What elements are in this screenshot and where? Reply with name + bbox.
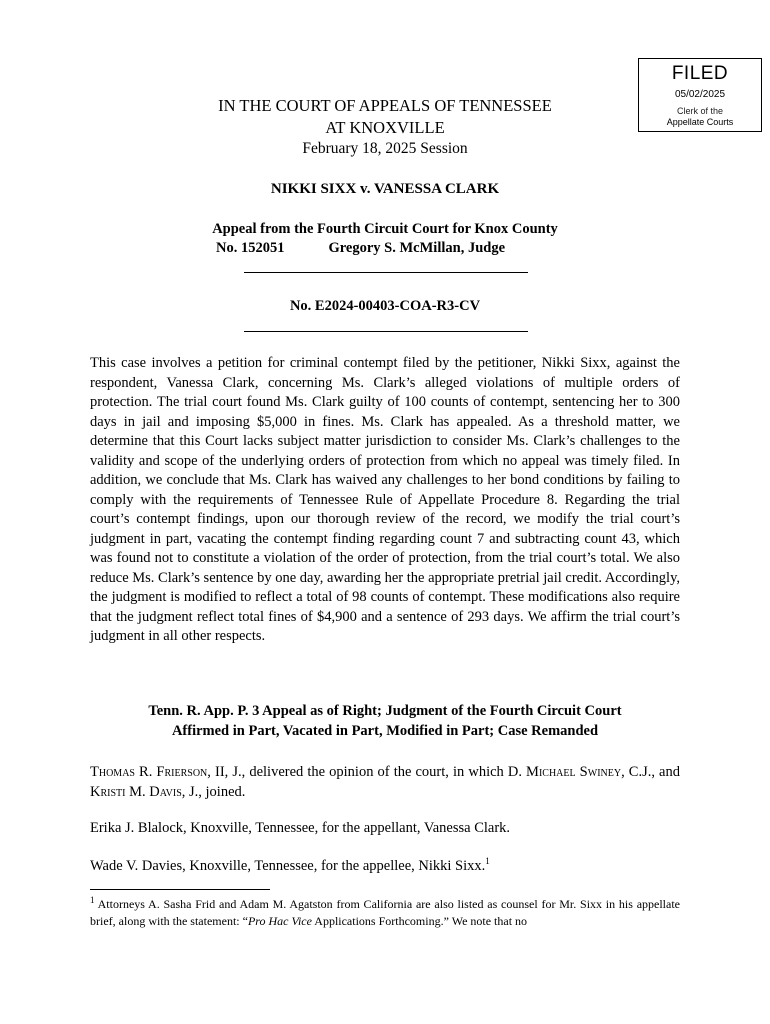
footnote bbox=[90, 896, 680, 930]
filed-stamp-date: 05/02/2025 bbox=[674, 89, 726, 100]
footnote-divider bbox=[90, 889, 270, 890]
trial-judge: Gregory S. McMillan, Judge bbox=[328, 240, 506, 256]
opinion-author-suffix: , II, J., delivered the opinion of the court, in which bbox=[207, 764, 508, 780]
filed-stamp-title: FILED bbox=[671, 63, 729, 84]
court-location: AT KNOXVILLE bbox=[325, 118, 445, 137]
counsel-appellee-text: Wade V. Davies, Knoxville, Tennessee, for the appellee, Nikki Sixx. bbox=[90, 858, 486, 874]
court-session: February 18, 2025 Session bbox=[302, 140, 468, 157]
opinion-judge-3-suffix: , J., joined. bbox=[181, 784, 246, 800]
divider-rule bbox=[244, 272, 528, 273]
footnote-italic: Pro Hac Vice bbox=[247, 914, 312, 928]
appellate-case-number: No. E2024-00403-COA-R3-CV bbox=[289, 298, 481, 314]
opinion-judge-2: D. Michael Swiney bbox=[507, 764, 622, 780]
footnote-marker: 1 bbox=[90, 895, 95, 905]
filed-stamp-clerk: Clerk of the bbox=[676, 106, 724, 116]
holding-line-2: Affirmed in Part, Vacated in Part, Modified in Part; Case Remanded bbox=[171, 722, 599, 739]
counsel-appellee bbox=[90, 856, 680, 876]
appeal-from: Appeal from the Fourth Circuit Court for Knox County bbox=[212, 221, 558, 237]
case-summary: This case involves a petition for criminal contempt filed by the petitioner, Nikki Sixx, against the respondent, Vanessa Clark, concerning Ms. Clark’s alleged violations of multiple orders of protection. The trial court found Ms. Clark guilty of 100 counts of contempt, sentencing her to 300 days in jail and imposing $5,000 in fines. Ms. Clark has appealed. As a threshold matter, we determine that this Court lacks subject matter jurisdiction to consider Ms. Clark’s challenges to the validity and scope of the underlying orders of protection from which no appeal was timely filed. In addition, we conclude that Ms. Clark has waived any challenges to her bond conditions by failing to comply with the requirements of Tennessee Rule of Appellate Procedure 8. Regarding the trial court’s contempt findings, upon our thorough review of the record, we modify the trial court’s judgment in part, vacating the contempt finding regarding count 7 and subtracting count 43, which was found not to constitute a violation of the order of protection, from the trial court’s total. We also reduce Ms. Clark’s sentence by one day, awarding her the appropriate pretrial jail credit. Accordingly, the judgment is modified to reflect a total of 98 counts of contempt. These modifications also require that the judgment reflect total fines of $4,900 and a sentence of 293 days. We affirm the trial court’s judgment in all other respects. bbox=[90, 355, 680, 644]
court-name: IN THE COURT OF APPEALS OF TENNESSEE bbox=[218, 96, 552, 115]
opinion-author: Thomas R. Frierson bbox=[90, 764, 208, 780]
opinion-judge-3: Kristi M. Davis bbox=[90, 784, 182, 800]
counsel-appellant: Erika J. Blalock, Knoxville, Tennessee, for the appellant, Vanessa Clark. bbox=[90, 820, 511, 836]
holding-line-1: Tenn. R. App. P. 3 Appeal as of Right; Judgment of the Fourth Circuit Court bbox=[148, 703, 622, 719]
case-title: NIKKI SIXX v. VANESSA CLARK bbox=[270, 181, 500, 197]
footnote-text-before: Attorneys A. Sasha Frid and Adam M. Agatston from California are also listed as counsel for Mr. Sixx in his appellate brief, along with the statement: “ bbox=[90, 897, 680, 928]
divider-rule bbox=[244, 331, 528, 332]
trial-case-number: No. 152051 bbox=[216, 240, 285, 256]
filed-stamp-courts: Appellate Courts bbox=[666, 117, 734, 127]
holding bbox=[90, 702, 680, 741]
opinion-judge-2-suffix: , C.J., and bbox=[621, 764, 680, 780]
footnote-text-after: Applications Forthcoming.” We note that no bbox=[311, 914, 528, 928]
opinion-attribution bbox=[90, 762, 680, 802]
footnote-reference[interactable]: 1 bbox=[485, 856, 490, 867]
trial-docket-line bbox=[216, 239, 505, 258]
